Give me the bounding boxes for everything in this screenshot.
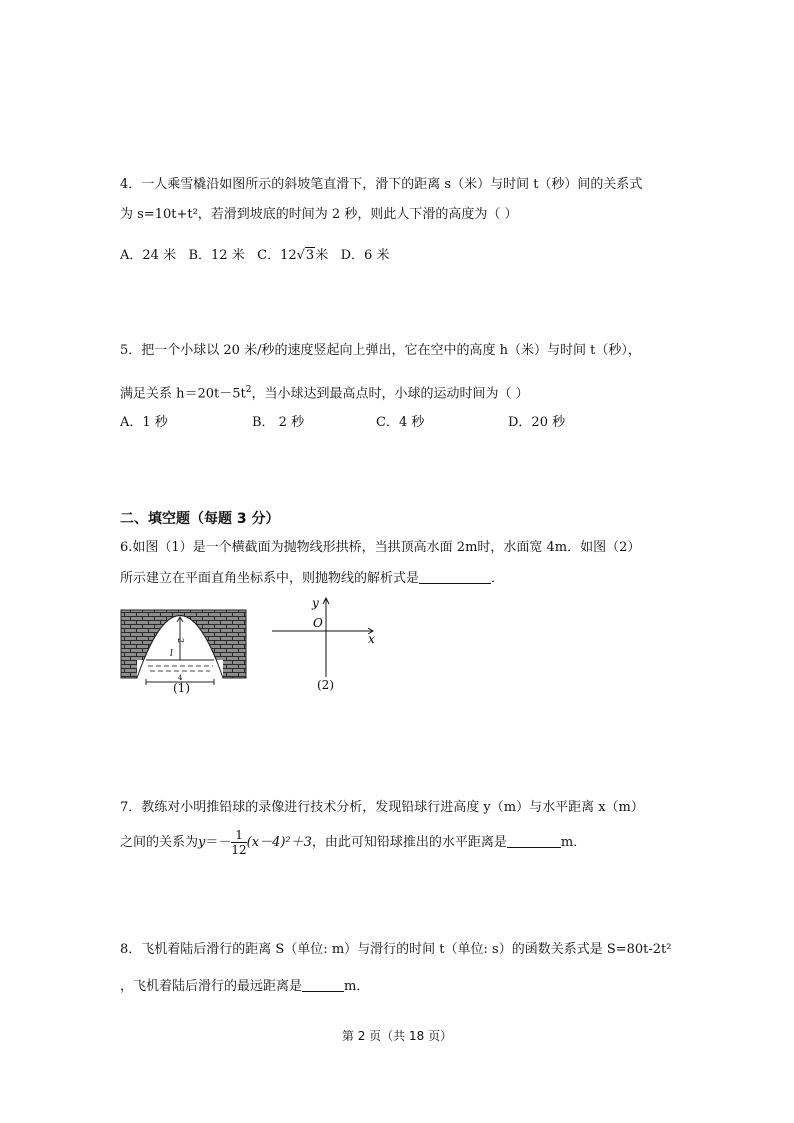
q6-line2: 所示建立在平面直角坐标系中，则抛物线的解析式是 ． [120, 571, 505, 586]
q6-line1: 6.如图（1）是一个横截面为抛物线形拱桥，当拱顶高水面 2m时，水面宽 4m．如图（2） [120, 540, 641, 555]
origin-label: O [313, 616, 323, 630]
page-footer: 第 2 页（共 18 页） [341, 1029, 453, 1043]
figure-2-caption: (2) [317, 678, 334, 692]
q8-line2: ，飞机着陆后滑行的最远距离是 m． [120, 979, 370, 994]
q4-line1: 4．一人乘雪橇沿如图所示的斜坡笔直滑下，滑下的距离 s（米）与时间 t（秒）间的关系式 [120, 177, 643, 192]
answer-blank[interactable] [419, 569, 491, 584]
bridge-height-label: 2 [176, 638, 185, 644]
q5-line2: 满足关系 $h=20t-5t^2$，当小球达到最高点时，小球的运动时间为（ ） [120, 385, 529, 402]
x-axis-label: x [368, 632, 375, 646]
formula-y: y [198, 835, 206, 850]
q4-options [120, 247, 389, 265]
q5-option-d: D．20 秒 [508, 415, 566, 430]
sqrt-symbol: √3 [296, 248, 315, 263]
q7-line1: 7．教练对小明推铅球的录像进行技术分析，发现铅球行进高度 y（m）与水平距离 x（m） [120, 800, 644, 815]
answer-blank[interactable] [507, 833, 561, 848]
answer-blank[interactable] [302, 977, 344, 992]
q4-option-d: D．6 米 [340, 248, 390, 263]
q4-option-b: B．12 米 [188, 248, 245, 263]
figure-1-caption: (1) [173, 681, 190, 695]
q5-line1: 5．把一个小球以 20 米/秒的速度竖起向上弹出，它在空中的高度 h（米）与时间 t（秒）， [120, 343, 641, 358]
y-axis-label: y [312, 596, 319, 610]
q5-option-c: C．4 秒 [376, 415, 425, 430]
q8-line1: 8．飞机着陆后滑行的距离 S（单位: m）与滑行的时间 t（单位: s）的函数关系式是 S=80t-2t² [120, 942, 672, 957]
bridge-water-label: l [170, 649, 173, 659]
q4-option-c: C．12√3米 [257, 248, 329, 263]
fraction: $\frac{1}{12}$ [231, 828, 247, 857]
q4-line2: 为 s=10t+t²，若滑到坡底的时间为 2 秒，则此人下滑的高度为（ ） [120, 207, 518, 222]
q7-line2: 之间的关系为y＝－ $\frac{1}{12}$ (x－4)²＋3，由此可知铅球推出的水平距离是 m． [120, 828, 587, 857]
coordinate-figure [268, 595, 380, 680]
section-heading: 二、填空题（每题 3 分） [120, 511, 280, 527]
bridge-width-label: 4 [178, 674, 183, 682]
q5-option-a: A．1 秒 [120, 415, 168, 430]
q5-option-b: B． 2 秒 [252, 415, 305, 430]
q4-option-a: A．24 米 [120, 248, 177, 263]
